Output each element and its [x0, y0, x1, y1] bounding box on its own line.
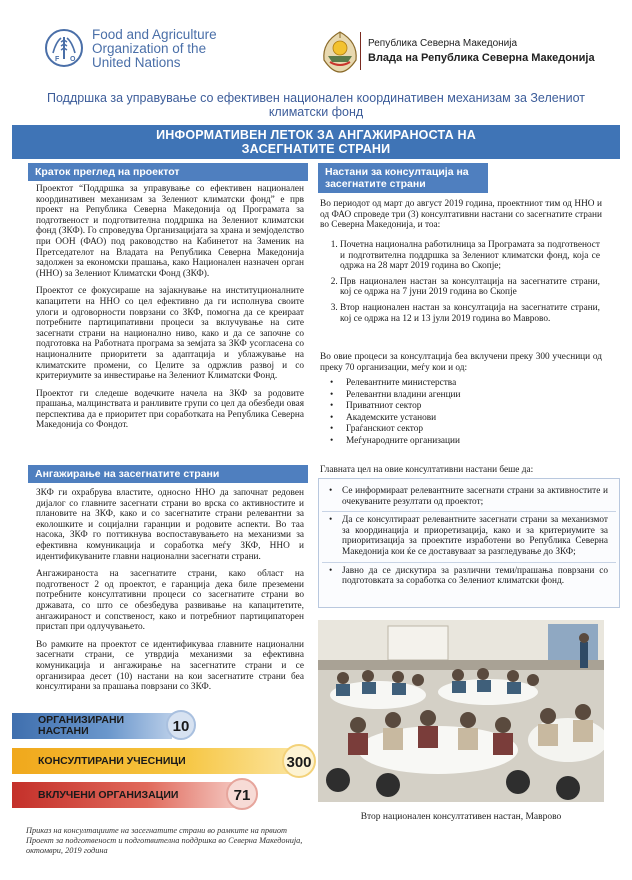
government-name: Влада на Република Северна Македонија — [368, 52, 595, 64]
fao-name — [92, 28, 217, 70]
participant-group-item: • Граѓанскиот сектор — [322, 424, 582, 436]
project-title: Поддршка за управување со ефективен национален координативен механизам за Зелениот климатски фонд — [46, 91, 585, 119]
svg-text:O: O — [70, 56, 76, 63]
engagement-paragraph: Во рамките на проектот се идентификуваа главните национални засегнати страни, се утврдија механизми за ефективна комуникација и ангажирање на засегнатите страни и се организираа десет (10) настани на кои засегнатите страни беа консултирани за прашања поврзани со ЗКФ. — [36, 639, 304, 693]
stat-value-participants: 300 — [282, 744, 316, 778]
section-heading-engagement: Ангажирање на засегнатите страни — [28, 465, 308, 483]
engagement-paragraph: Ангажираноста на засегнатите страни, како област на подготвеност 2 од проектот, е гаранција дека биле преземени потребните консултативни процеси со засегнатите страни во државата, со што се обезбедува развивање на капацитетите, ангажираност и сопственост, како и потребниот партиципаторен пристап при одлучувањето. — [36, 569, 304, 633]
stat-label: ОРГАНИЗИРАНИ НАСТАНИ — [38, 714, 125, 737]
stat-bar-organizations — [12, 782, 252, 808]
section-heading-overview: Краток преглед на проектот — [28, 163, 308, 181]
events-intro: Во периодот од март до август 2019 година, проектниот тим од ННО и од ФАО спроведе три (3) консултативни настани со засегнатите страни во Северна Македонија, и тоа: — [320, 199, 602, 231]
header-divider — [360, 32, 361, 70]
overview-paragraph: Проектот “Поддршка за управување со ефективен национален координативен механизам за Зелениот климатски фонд” е прв проект на Република Северна Македонија од Програмата за подготвеност и подготвителна поддршка на Зелениот климатски фонд (ЗКФ). Го спроведува Организацијата за храна и земјоделство при ООН (ФАО) под раководство на Кабинетот на Заменик на Претседателот на Владата на Република Северна Македонија задолжен за економски прашања, како Национален назначен орган (ННО) за Зелениот Климатски Фонд (ЗКФ). — [36, 184, 304, 279]
event-item: 3. Втор национален настан за консултација на засегнатите страни, кој се одржа на 12 и 13 јули 2019 година во Маврово. — [340, 303, 600, 324]
participant-group-item: • Академските установи — [322, 413, 582, 425]
fao-name-line: Food and Agriculture — [92, 27, 217, 42]
participant-group-item: • Релевантни владини агенции — [322, 390, 582, 402]
overview-paragraph: Проектот ги следеше водечките начела на ЗКФ за родовите прашања, малцинствата и ранливите групи со цел да обезбеди овая перспектива да е приоритет при соработката на Република Северна Македонија со Фондот. — [36, 388, 304, 431]
event-item: 1. Почетна национална работилница за Програмата за подготвеност и подготвителна поддршка за Зелениот климатски фонд, која се одржа на 28 март 2019 година во Скопје; — [340, 240, 600, 272]
section-heading-events: Настани за консултација на засегнатите страни — [318, 163, 488, 193]
participant-group-item: • Приватниот сектор — [322, 401, 582, 413]
event-item: 2. Прв национален настан за консултација на засегнатите страни, кој се одржа на 7 јуни 2019 година во Скопје — [340, 277, 600, 298]
goal-item: • Се информираат релевантните засегнати страни за активностите и очекуваните резултати од проектот; — [322, 486, 616, 512]
goals-list — [322, 486, 616, 594]
document-header — [0, 0, 632, 88]
overview-paragraph: Проектот се фокусираше на зајакнување на институционалните капацитети на ННО со цел ефективно да ги исполнува своите улоги и одговорности поврзани со ЗКФ, помогна да се креираат потребните партиципативни процеси за вклучување на сите засегнати страни на национално ниво, како и да се започне со подготовка на Работната програма за земјата за ЗКФ усогласена со националните приоритети за адаптација и ублажување на климатските промени, со Целите за одржлив развој и со критериумите за инвестирање на Зелениот Климатски Фонд. — [36, 286, 304, 382]
stat-value-organizations: 71 — [226, 778, 258, 810]
stat-label: КОНСУЛТИРАНИ УЧЕСНИЦИ — [38, 755, 186, 767]
participant-group-item: • Меѓународните организации — [322, 436, 582, 448]
photo-caption: Втор национален консултативен настан, Маврово — [360, 812, 562, 822]
fao-name-line: Organization of the — [92, 41, 207, 56]
goals-intro: Главната цел на овие консултативни настани беше да: — [320, 465, 534, 475]
footnote: Приказ на консултациите на засегнатите страни во рамките на првиот Проект за подготвеност и подготвителна поддршка во Северна Македонија, октомври, 2019 година — [26, 826, 303, 855]
government-country: Република Северна Македонија — [368, 38, 518, 49]
stat-value-events: 10 — [166, 710, 196, 740]
overview-text — [36, 184, 304, 438]
leaflet-title-banner — [12, 125, 620, 159]
participant-group-item: • Релевантните министерства — [322, 378, 582, 390]
stat-bar-participants — [12, 748, 308, 774]
events-list — [322, 240, 600, 329]
participants-intro: Во овие процеси за консултација беа вклучени преку 300 учесници од преку 70 организации, меѓу кои и од: — [320, 352, 602, 373]
consultation-event-photo — [318, 620, 604, 802]
goal-item: • Јавно да се дискутира за различни теми/прашања поврзани со подготовката за соработка со Зелениот климатски фонд. — [322, 566, 616, 591]
engagement-paragraph: ЗКФ ги охрабрува властите, односно ННО да започнат редовен дијалог со главните засегнати страни во врска со активностите и плановите на ЗКФ, како и со засегнатите страни релевантни за еколошките и социјални гаранции и родовите аспекти. Во таа насока, ЗКФ го поттикнува воспоставувањето на механизми за ефективна комуникација и соработка меѓу ЗКФ, ННО и идентификуваните главни национални засегнати страни. — [36, 488, 304, 562]
fao-name-line: United Nations — [92, 55, 181, 70]
stat-bar-events — [12, 713, 192, 739]
leaflet-title: ИНФОРМАТИВЕН ЛЕТОК ЗА АНГАЖИРАНОСТА НА ЗАСЕГНАТИТЕ СТРАНИ — [156, 128, 476, 156]
state-emblem-icon — [318, 26, 362, 76]
goal-item: • Да се консултираат релевантните засегнати страни за механизмот за координација и приоретизација, како и за критериумите за приоритизација за проектите изработени во Република Северна Македонија кои ќе се доставуваат за разгледување до ЗКФ; — [322, 515, 616, 562]
engagement-text — [36, 488, 304, 700]
stat-label: ВКЛУЧЕНИ ОРГАНИЗАЦИИ — [38, 789, 179, 801]
participant-groups-list — [322, 378, 582, 447]
svg-text:F: F — [55, 56, 60, 63]
fao-logo-icon — [44, 28, 84, 68]
